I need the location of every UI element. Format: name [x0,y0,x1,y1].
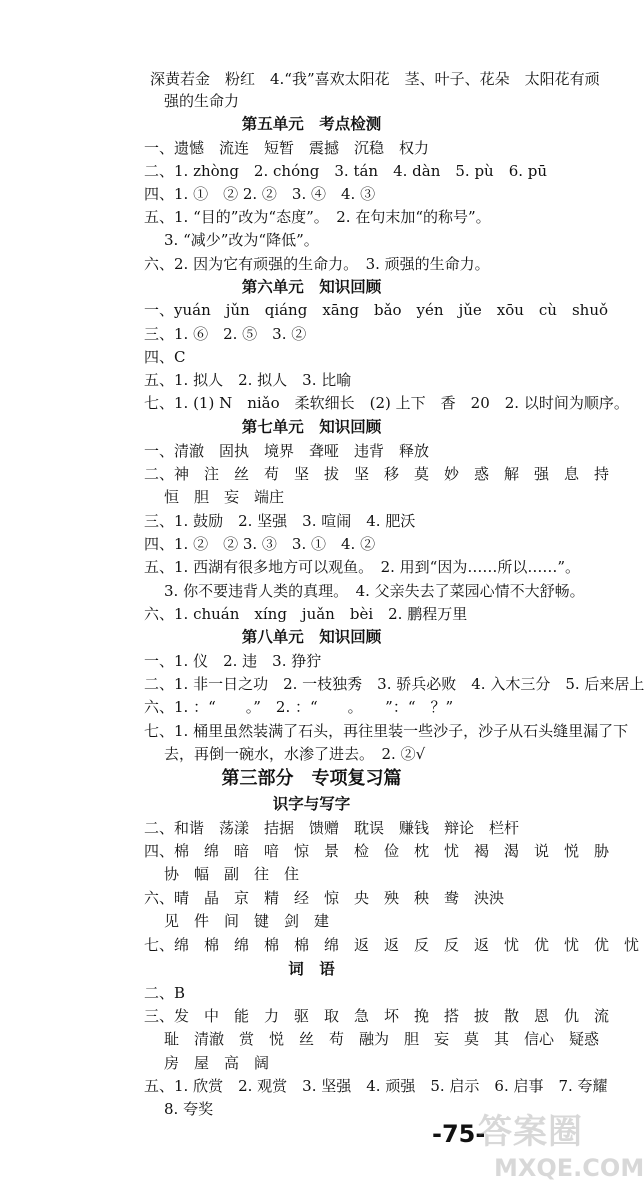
text-line: 3. 你不要违背人类的真理。 4. 父亲失去了菜园心情不大舒畅。 [164,582,585,600]
watermark-main-text: 答案圈 [478,1112,583,1152]
text-line: 五、1. 西湖有很多地方可以观鱼。 2. 用到“因为……所以……”。 [144,558,580,576]
text-line: 六、1. chuán xíng juǎn bèi 2. 鹏程万里 [144,605,468,623]
text-line: 七、1. (1) N niǎo 柔软细长 (2) 上下 香 20 2. 以时间为顺序。 [144,394,629,412]
text-line: 耻 清澈 赏 悦 丝 苟 融为 胆 妄 莫 其 信心 疑惑 [164,1030,600,1048]
text-line: 二、和谐 荡漾 拮据 馈赠 耽误 赚钱 辩论 栏杆 [144,819,520,837]
text-line: 深黄若金 粉红 4.“我”喜欢太阳花 茎、叶子、花朵 太阳花有顽 [150,70,600,88]
watermark-logo [478,1104,644,1194]
text-line: 六、2. 因为它有顽强的生命力。 3. 顽强的生命力。 [144,255,490,273]
text-line: 四、1. ① ② 2. ② 3. ④ 4. ③ [144,185,376,203]
text-line: 一、1. 仪 2. 违 3. 狰狞 [144,652,322,670]
text-line: 强的生命力 [164,92,240,110]
text-line: 四、C [144,348,186,366]
text-line: 二、1. 非一日之功 2. 一枝独秀 3. 骄兵必败 4. 入木三分 5. 后来居上 [144,675,644,693]
text-line: 一、清澈 固执 境界 聋哑 违背 释放 [144,442,430,460]
text-line: 二、1. zhòng 2. chóng 3. tán 4. dàn 5. pù 6. pū [144,162,548,180]
text-line: 一、遗憾 流连 短暂 震撼 沉稳 权力 [144,139,430,157]
text-line: 一、yuán jǔn qiáng xāng bǎo yén jǔe xōu cù shuǒ [144,301,609,319]
text-line: 七、绵 棉 绵 棉 棉 绵 返 返 反 反 返 忧 优 忧 优 忧 [144,936,640,954]
text-line: 3. “减少”改为“降低”。 [164,231,319,249]
text-line: 六、1. ：“ 。” 2. ：“ 。 ”：“ ？” [144,698,454,716]
text-line: 三、1. ⑥ 2. ⑤ 3. ② [144,325,307,343]
text-line: 四、1. ② ② 3. ③ 3. ① 4. ② [144,535,376,553]
text-line: 8. 夸奖 [164,1100,214,1118]
text-line: 五、1. 欣赏 2. 观赏 3. 坚强 4. 顽强 5. 启示 6. 启事 7. 夸耀 [144,1077,608,1095]
text-line: 去，再倒一碗水，水渗了进去。 2. ②√ [164,745,426,763]
text-line: 四、棉 绵 暗 喑 惊 景 检 俭 枕 忧 褐 渴 说 悦 胁 [144,842,610,860]
text-line: 五、1. “目的”改为“态度”。 2. 在句末加“的称号”。 [144,208,491,226]
section-heading: 识字与写字 [272,795,351,813]
text-line: 房 屋 高 阔 [164,1054,270,1072]
part-heading: 第三部分 专项复习篇 [221,768,402,789]
section-heading: 第七单元 知识回顾 [241,418,382,436]
text-line: 协 幅 副 往 住 [164,865,300,883]
text-line: 六、晴 晶 京 精 经 惊 央 殃 秧 鸯 泱泱 [144,889,505,907]
text-line: 五、1. 拟人 2. 拟人 3. 比喻 [144,371,352,389]
text-line: 三、发 中 能 力 驱 取 急 坏 挽 搭 披 散 恩 仇 流 [144,1007,610,1025]
section-heading: 第六单元 知识回顾 [241,278,382,296]
text-line: 二、神 注 丝 苟 坚 拔 坚 移 莫 妙 惑 解 强 息 持 [144,465,610,483]
section-heading: 第八单元 知识回顾 [241,628,382,646]
text-line: 三、1. 鼓励 2. 坚强 3. 喧闹 4. 肥沃 [144,512,416,530]
section-heading: 第五单元 考点检测 [241,115,382,133]
text-line: 恒 胆 妄 端庄 [164,488,285,506]
watermark-sub-text: MXQE.COM [494,1154,644,1182]
page-number: -75- [432,1120,486,1148]
section-heading: 词 语 [288,960,335,978]
text-line: 见 件 间 键 剑 建 [164,912,330,930]
text-line: 二、B [144,984,186,1002]
text-line: 七、1. 桶里虽然装满了石头，再往里装一些沙子，沙子从石头缝里漏了下 [144,722,629,740]
